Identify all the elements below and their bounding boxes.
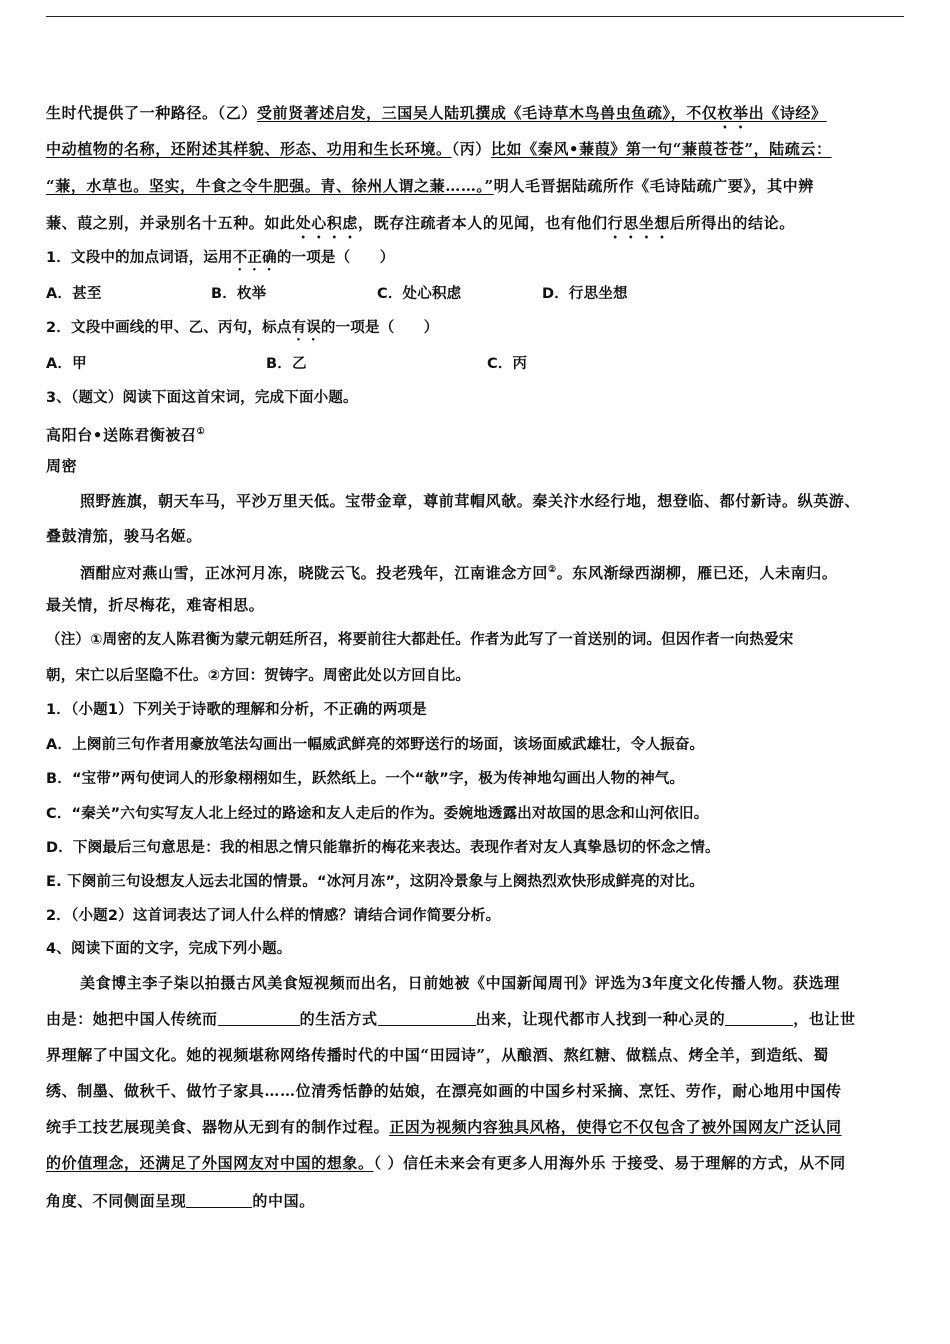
passage1-line1: 生时代提供了一种路径。（乙）受前贤著述启发，三国吴人陆玑撰成《毛诗草木鸟兽虫鱼疏》，不仅枚举出《诗经》 xyxy=(46,104,827,122)
sub-question-1-option-b: B．“宝带”两句使词人的形象栩栩如生，跃然纸上。一个“欹”字，极为传神地勾画出人物的神气。 xyxy=(46,771,685,787)
option-c: C．丙 xyxy=(487,356,528,372)
passage4-line5: 统手工技艺展现美食、器物从无到有的制作过程。正因为视频内容独具风格，使得它不仅包含了被外国网友广泛认同 xyxy=(46,1118,842,1136)
section-4-intro: 4、阅读下面的文字，完成下列小题。 xyxy=(46,941,292,957)
poem-note-line1: （注）①周密的友人陈君衡为蒙元朝廷所召，将要前往大都赴任。作者为此写了一首送别的词。但因作者一向热爱宋 xyxy=(46,632,794,648)
question-1-stem: 1．文段中的加点词语，运用不正确的一项是（ ） xyxy=(46,250,395,266)
option-b: B．枚举 xyxy=(211,286,267,302)
question-2-stem: 2．文段中画线的甲、乙、丙句，标点有误的一项是（ ） xyxy=(46,320,439,336)
poem-title: 高阳台•送陈君衡被召① xyxy=(46,426,206,444)
option-b: B．乙 xyxy=(266,356,307,372)
fill-blank-4[interactable] xyxy=(186,1193,252,1208)
poem-stanza2-line2: 最关情，折尽梅花，难寄相思。 xyxy=(46,596,265,614)
sub-question-1: 1．（小题1）下列关于诗歌的理解和分析，不正确的两项是 xyxy=(46,702,427,718)
poem-note-line2: 朝，宋亡以后坚隐不仕。②方回：贺铸字。周密此处以方回自比。 xyxy=(46,668,471,684)
passage4-line1: 美食博主李子柒以拍摄古风美食短视频而出名，日前她被《中国新闻周刊》评选为3年度文化传播人物。获选理 xyxy=(80,974,840,992)
passage4-line3: 界理解了中国文化。她的视频堪称网络传播时代的中国“田园诗”，从酿酒、熬红糖、做糕点、烤全羊，到造纸、蜀 xyxy=(46,1046,829,1064)
poem-stanza1-line1: 照野旌旗，朝天车马，平沙万里天低。宝带金章，尊前茸帽风欹。秦关汴水经行地，想登临、都付新诗。纵英游、 xyxy=(80,492,861,510)
option-d: D．行思坐想 xyxy=(542,286,628,302)
passage4-line4: 绣、制墨、做秋千、做竹子家具……位清秀恬静的姑娘，在漂亮如画的中国乡村采摘、烹饪、劳作，耐心地用中国传 xyxy=(46,1082,842,1100)
sub-question-1-option-e: E. 下阕前三句设想友人远去北国的情景。“冰河月冻”，这阴冷景象与上阕热烈欢快形成鲜亮的对比。 xyxy=(46,874,704,890)
header-rule xyxy=(46,16,904,17)
poem-stanza2-line1: 酒酣应对燕山雪，正冰河月冻，晓陇云飞。投老残年，江南谁念方回②。东风渐绿西湖柳，雁已还，人未南归。 xyxy=(80,564,838,582)
poem-author: 周密 xyxy=(46,457,78,475)
option-a: A．甲 xyxy=(46,356,87,372)
sub-question-1-option-c: C．“秦关”六句实写友人北上经过的路途和友人走后的作为。委婉地透露出对故国的思念和山河依旧。 xyxy=(46,806,709,822)
question-2-options xyxy=(46,354,527,374)
passage4-line7: 角度、不同侧面呈现 的中国。 xyxy=(46,1192,315,1210)
sub-question-1-option-a: A．上阕前三句作者用豪放笔法勾画出一幅威武鲜亮的郊野送行的场面，该场面威武雄壮，令人振奋。 xyxy=(46,737,705,753)
poem-stanza1-line2: 叠鼓清笳，骏马名姬。 xyxy=(46,527,203,545)
option-a: A．甚至 xyxy=(46,286,102,302)
fill-blank-1[interactable] xyxy=(218,1011,300,1026)
passage1-line4: 蒹、葭之别，并录别名十五种。如此处心积虑，既存注疏者本人的见闻，也有他们行思坐想后所得出的结论。 xyxy=(46,214,795,232)
passage4-line2: 由是：她把中国人传统而 的生活方式 出来，让现代都市人找到一种心灵的 ，也让世 xyxy=(46,1010,856,1028)
option-c: C．处心积虑 xyxy=(377,286,462,302)
fill-blank-2[interactable] xyxy=(378,1011,476,1026)
sub-question-2: 2．（小题2）这首词表达了词人什么样的情感？请结合词作简要分析。 xyxy=(46,908,501,924)
section-3-intro: 3、（题文）阅读下面这首宋词，完成下面小题。 xyxy=(46,390,358,406)
passage4-line6: 的价值理念，还满足了外国网友对中国的想象。（ ）信任未来会有更多人用海外乐 于接受、易于理解的方式，从不同 xyxy=(46,1154,846,1172)
sub-question-1-option-d: D．下阕最后三句意思是：我的相思之情只能靠折的梅花来表达。表现作者对友人真挚恳切的怀念之情。 xyxy=(46,840,720,856)
question-1-options xyxy=(46,284,628,304)
fill-blank-3[interactable] xyxy=(725,1011,793,1026)
passage1-line3: “蒹，水草也。坚实，牛食之令牛肥强。青、徐州人谓之蒹……。”明人毛晋据陆疏所作《毛诗陆疏广要》，其中辨 xyxy=(46,177,814,195)
passage1-line2: 中动植物的名称，还附述其样貌、形态、功用和生长环境。（丙）比如《秦风•蒹葭》第一句“蒹葭苍苍”，陆疏云： xyxy=(46,140,832,158)
